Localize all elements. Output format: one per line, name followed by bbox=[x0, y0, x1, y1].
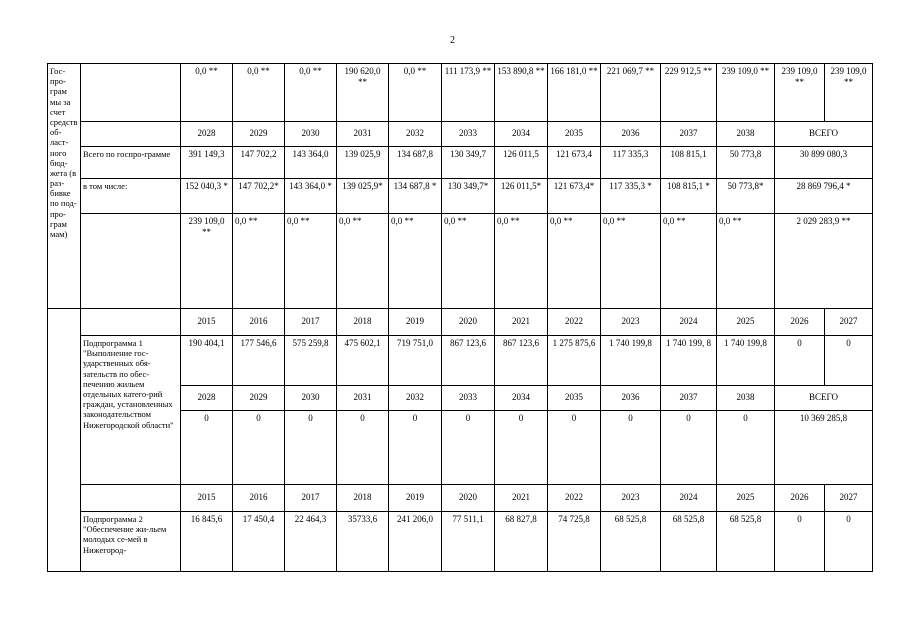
total-value-cell: 10 369 285,8 bbox=[775, 411, 873, 485]
value-cell: 0 bbox=[825, 336, 873, 386]
value-cell: 0,0 ** bbox=[285, 214, 337, 309]
value-cell: 0 bbox=[233, 411, 285, 485]
value-cell: 0,0 ** bbox=[389, 64, 442, 122]
year-cell: 2027 bbox=[825, 485, 873, 512]
side-label: Гос-про-грам мы за счет средств об-ласт-ного бюд-жета (в раз-бивке по под-про-грам мам) bbox=[48, 64, 81, 309]
value-cell: 68 827,8 bbox=[495, 512, 548, 572]
value-cell: 0 bbox=[717, 411, 775, 485]
year-cell: 2020 bbox=[442, 309, 495, 336]
value-cell: 239 109,0 ** bbox=[825, 64, 873, 122]
row-including bbox=[48, 179, 873, 214]
year-cell: 2032 bbox=[389, 122, 442, 147]
year-cell: 2036 bbox=[601, 122, 661, 147]
year-cell: 2022 bbox=[548, 485, 601, 512]
year-cell: 2019 bbox=[389, 309, 442, 336]
row-program-2 bbox=[48, 64, 873, 122]
value-cell: 241 206,0 bbox=[389, 512, 442, 572]
value-cell: 68 525,8 bbox=[717, 512, 775, 572]
value-cell: 0,0 ** bbox=[337, 214, 389, 309]
total-value-cell: 28 869 796,4 * bbox=[775, 179, 873, 214]
empty-label-cell bbox=[81, 64, 181, 122]
year-cell: 2028 bbox=[181, 386, 233, 411]
year-cell: 2027 bbox=[825, 309, 873, 336]
year-cell: 2029 bbox=[233, 122, 285, 147]
value-cell: 17 450,4 bbox=[233, 512, 285, 572]
year-cell: 2016 bbox=[233, 309, 285, 336]
value-cell: 0 bbox=[661, 411, 717, 485]
empty-label-cell bbox=[81, 214, 181, 309]
budget-table bbox=[47, 63, 873, 572]
value-cell: 0,0 ** bbox=[285, 64, 337, 122]
value-cell: 139 025,9* bbox=[337, 179, 389, 214]
year-cell: 2032 bbox=[389, 386, 442, 411]
value-cell: 0,0 ** bbox=[495, 214, 548, 309]
value-cell: 16 845,6 bbox=[181, 512, 233, 572]
year-cell: 2035 bbox=[548, 386, 601, 411]
year-cell: 2023 bbox=[601, 309, 661, 336]
value-cell: 74 725,8 bbox=[548, 512, 601, 572]
value-cell: 0,0 ** bbox=[181, 64, 233, 122]
year-cell: 2020 bbox=[442, 485, 495, 512]
year-cell: 2024 bbox=[661, 309, 717, 336]
value-cell: 143 364,0 bbox=[285, 147, 337, 179]
value-cell: 190 404,1 bbox=[181, 336, 233, 386]
value-cell: 139 025,9 bbox=[337, 147, 389, 179]
value-cell: 0,0 ** bbox=[661, 214, 717, 309]
value-cell: 867 123,6 bbox=[495, 336, 548, 386]
subprogram-2-label: Подпрограмма 2 "Обеспечение жи-льем молодых се-мей в Нижегород- bbox=[81, 512, 181, 572]
total-value-cell: 30 899 080,3 bbox=[775, 147, 873, 179]
value-cell: 229 912,5 ** bbox=[661, 64, 717, 122]
year-cell: 2017 bbox=[285, 309, 337, 336]
empty-side-cell bbox=[48, 309, 81, 572]
year-cell: 2033 bbox=[442, 386, 495, 411]
value-cell: 0 bbox=[775, 512, 825, 572]
value-cell: 0 bbox=[389, 411, 442, 485]
total-value-cell: 2 029 283,9 ** bbox=[775, 214, 873, 309]
year-cell: 2030 bbox=[285, 122, 337, 147]
value-cell: 1 275 875,6 bbox=[548, 336, 601, 386]
row-subprogram-2 bbox=[48, 512, 873, 572]
row-including-regional bbox=[48, 214, 873, 309]
value-cell: 0,0 ** bbox=[233, 64, 285, 122]
value-cell: 134 687,8 bbox=[389, 147, 442, 179]
total-header-cell: ВСЕГО bbox=[775, 386, 873, 411]
value-cell: 1 740 199, 8 bbox=[661, 336, 717, 386]
year-cell: 2037 bbox=[661, 122, 717, 147]
value-cell: 68 525,8 bbox=[661, 512, 717, 572]
total-header-cell: ВСЕГО bbox=[775, 122, 873, 147]
value-cell: 166 181,0 ** bbox=[548, 64, 601, 122]
value-cell: 0 bbox=[601, 411, 661, 485]
year-cell: 2015 bbox=[181, 309, 233, 336]
value-cell: 111 173,9 ** bbox=[442, 64, 495, 122]
row-subprogram-1 bbox=[48, 336, 873, 386]
year-cell: 2034 bbox=[495, 386, 548, 411]
value-cell: 143 364,0 * bbox=[285, 179, 337, 214]
value-cell: 50 773,8* bbox=[717, 179, 775, 214]
value-cell: 0 bbox=[181, 411, 233, 485]
value-cell: 22 464,3 bbox=[285, 512, 337, 572]
value-cell: 0,0 ** bbox=[601, 214, 661, 309]
year-cell: 2025 bbox=[717, 485, 775, 512]
value-cell: 134 687,8 * bbox=[389, 179, 442, 214]
year-cell: 2018 bbox=[337, 485, 389, 512]
value-cell: 221 069,7 ** bbox=[601, 64, 661, 122]
year-cell: 2031 bbox=[337, 386, 389, 411]
value-cell: 867 123,6 bbox=[442, 336, 495, 386]
value-cell: 239 109,0 ** bbox=[717, 64, 775, 122]
value-cell: 0 bbox=[548, 411, 601, 485]
value-cell: 147 702,2* bbox=[233, 179, 285, 214]
value-cell: 575 259,8 bbox=[285, 336, 337, 386]
year-cell: 2036 bbox=[601, 386, 661, 411]
year-cell: 2024 bbox=[661, 485, 717, 512]
value-cell: 239 109,0 ** bbox=[181, 214, 233, 309]
value-cell: 147 702,2 bbox=[233, 147, 285, 179]
year-cell: 2021 bbox=[495, 309, 548, 336]
year-cell: 2022 bbox=[548, 309, 601, 336]
value-cell: 35733,6 bbox=[337, 512, 389, 572]
value-cell: 0 bbox=[337, 411, 389, 485]
value-cell: 121 673,4 bbox=[548, 147, 601, 179]
value-cell: 121 673,4* bbox=[548, 179, 601, 214]
value-cell: 239 109,0 ** bbox=[775, 64, 825, 122]
value-cell: 475 602,1 bbox=[337, 336, 389, 386]
year-cell: 2037 bbox=[661, 386, 717, 411]
year-cell: 2035 bbox=[548, 122, 601, 147]
year-cell: 2021 bbox=[495, 485, 548, 512]
year-cell: 2023 bbox=[601, 485, 661, 512]
value-cell: 190 620,0 ** bbox=[337, 64, 389, 122]
year-cell: 2038 bbox=[717, 386, 775, 411]
value-cell: 0 bbox=[495, 411, 548, 485]
value-cell: 126 011,5 bbox=[495, 147, 548, 179]
year-cell: 2031 bbox=[337, 122, 389, 147]
year-cell: 2034 bbox=[495, 122, 548, 147]
value-cell: 117 335,3 bbox=[601, 147, 661, 179]
value-cell: 126 011,5* bbox=[495, 179, 548, 214]
year-header-row bbox=[48, 122, 873, 147]
year-cell: 2028 bbox=[181, 122, 233, 147]
value-cell: 0 bbox=[442, 411, 495, 485]
value-cell: 153 890,8 ** bbox=[495, 64, 548, 122]
year-cell: 2015 bbox=[181, 485, 233, 512]
year-cell: 2030 bbox=[285, 386, 337, 411]
value-cell: 77 511,1 bbox=[442, 512, 495, 572]
year-cell: 2017 bbox=[285, 485, 337, 512]
year-cell: 2018 bbox=[337, 309, 389, 336]
value-cell: 391 149,3 bbox=[181, 147, 233, 179]
value-cell: 0,0 ** bbox=[442, 214, 495, 309]
value-cell: 719 751,0 bbox=[389, 336, 442, 386]
year-cell: 2026 bbox=[775, 309, 825, 336]
year-cell: 2025 bbox=[717, 309, 775, 336]
value-cell: 0,0 ** bbox=[389, 214, 442, 309]
value-cell: 117 335,3 * bbox=[601, 179, 661, 214]
value-cell: 0 bbox=[775, 336, 825, 386]
subprogram-1-label: Подпрограмма 1 "Выполнение гос-ударственных обя-зательств по обес-печению жильем отдельных катего-рий граждан, установленных законодательством Нижегородской области" bbox=[81, 336, 181, 485]
value-cell: 1 740 199,8 bbox=[601, 336, 661, 386]
value-cell: 130 349,7* bbox=[442, 179, 495, 214]
value-cell: 108 815,1 bbox=[661, 147, 717, 179]
year-header-row bbox=[48, 485, 873, 512]
value-cell: 177 546,6 bbox=[233, 336, 285, 386]
value-cell: 0,0 ** bbox=[717, 214, 775, 309]
value-cell: 1 740 199,8 bbox=[717, 336, 775, 386]
value-cell: 0,0 ** bbox=[233, 214, 285, 309]
year-cell: 2026 bbox=[775, 485, 825, 512]
row-program-total bbox=[48, 147, 873, 179]
value-cell: 68 525,8 bbox=[601, 512, 661, 572]
value-cell: 0 bbox=[285, 411, 337, 485]
empty-label-cell bbox=[81, 122, 181, 147]
value-cell: 152 040,3 * bbox=[181, 179, 233, 214]
year-cell: 2033 bbox=[442, 122, 495, 147]
value-cell: 0 bbox=[825, 512, 873, 572]
page-number: 2 bbox=[450, 35, 455, 46]
empty-label-cell bbox=[81, 309, 181, 336]
year-cell: 2029 bbox=[233, 386, 285, 411]
year-cell: 2016 bbox=[233, 485, 285, 512]
value-cell: 130 349,7 bbox=[442, 147, 495, 179]
year-cell: 2019 bbox=[389, 485, 442, 512]
row-label: Всего по госпро-грамме bbox=[81, 147, 181, 179]
year-header-row bbox=[48, 309, 873, 336]
row-label: в том числе: bbox=[81, 179, 181, 214]
year-cell: 2038 bbox=[717, 122, 775, 147]
value-cell: 0,0 ** bbox=[548, 214, 601, 309]
empty-label-cell bbox=[81, 485, 181, 512]
value-cell: 50 773,8 bbox=[717, 147, 775, 179]
value-cell: 108 815,1 * bbox=[661, 179, 717, 214]
